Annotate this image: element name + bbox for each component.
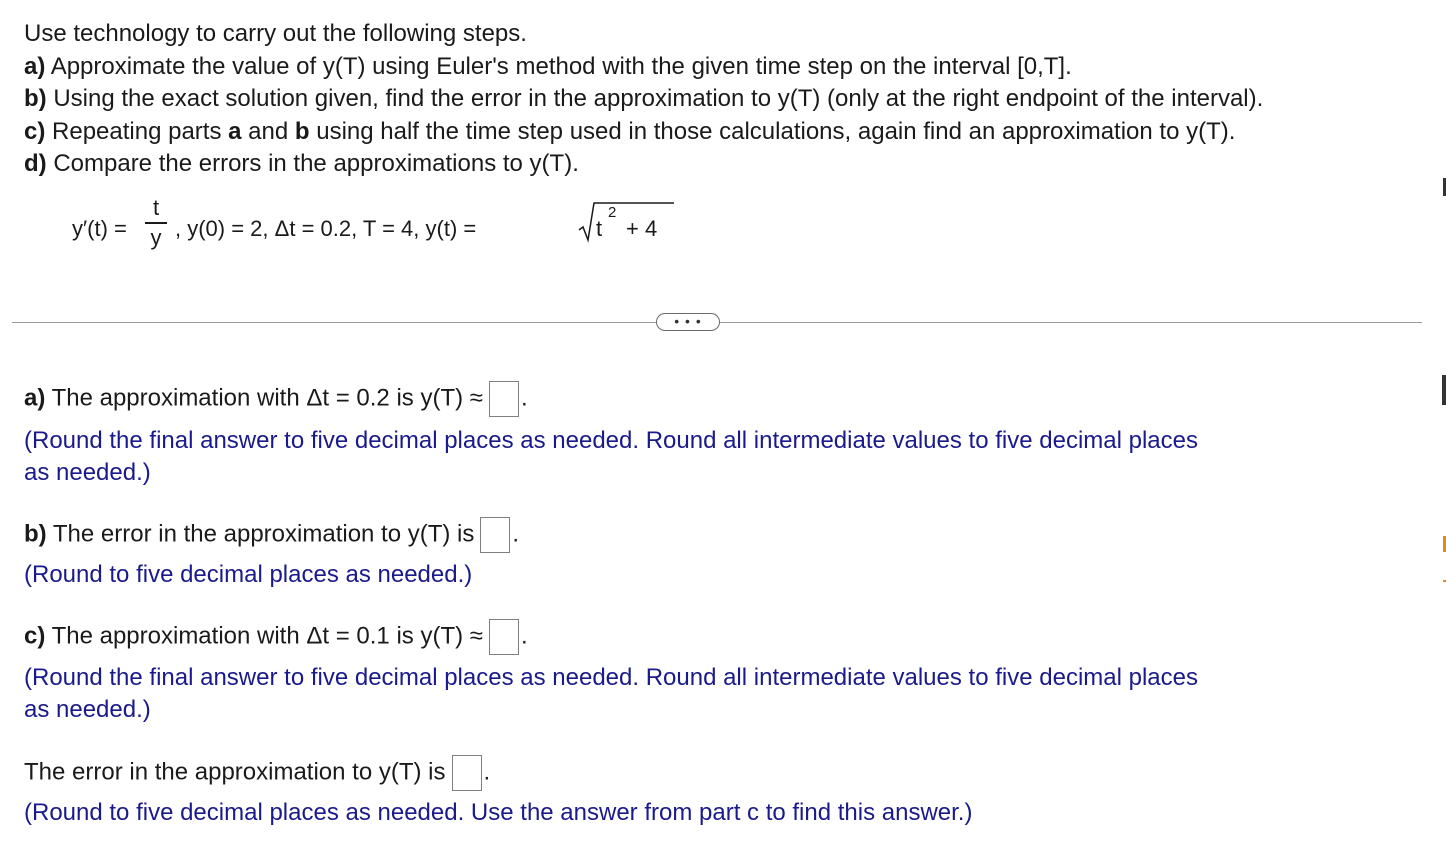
sqrt-tail: + 4: [626, 216, 658, 241]
answer-c-input[interactable]: [489, 619, 519, 655]
question-b-label: b): [24, 520, 47, 548]
question-c-error-text: The error in the approximation to y(T) is: [24, 758, 446, 786]
fraction-bar: [145, 222, 167, 224]
equation-lhs: y′(t) =: [72, 216, 127, 241]
more-options-button[interactable]: • • •: [656, 313, 720, 331]
hint-c: (Round the final answer to five decimal places as needed. Round all intermediate values to five decimal places as needed.): [24, 664, 1198, 723]
hint-c-error: (Round to five decimal places as needed. Use the answer from part c to find this answer.): [24, 799, 973, 826]
step-a: a) Approximate the value of y(T) using Euler's method with the given time step on the interval [0,T].: [24, 52, 1072, 80]
question-a-label: a): [24, 384, 46, 412]
step-b: b) Using the exact solution given, find the error in the approximation to y(T) (only at the right endpoint of the interval).: [24, 85, 1264, 112]
step-c: c) Repeating parts a and b using half the time step used in those calculations, again find an approximation to y(T).: [24, 117, 1236, 145]
equation-conditions: , y(0) = 2, Δt = 0.2, T = 4, y(t) =: [175, 216, 477, 241]
fraction-numerator: t: [152, 195, 160, 220]
question-b-text: The error in the approximation to y(T) is: [46, 520, 475, 548]
question-a-text: The approximation with Δt = 0.2 is y(T) ≈: [45, 384, 483, 412]
step-d: d) Compare the errors in the approximations to y(T).: [24, 150, 579, 177]
question-c: c) The approximation with Δt = 0.1 is y(T) ≈ .: [24, 619, 528, 655]
hint-a: (Round the final answer to five decimal places as needed. Round all intermediate values to five decimal places as needed.): [24, 427, 1198, 486]
fraction-denominator: y: [150, 224, 162, 250]
fraction-t-over-y: [145, 196, 167, 250]
question-c-label: c): [24, 622, 46, 650]
answer-a-input[interactable]: [489, 381, 519, 417]
sqrt-exponent: 2: [608, 204, 617, 221]
question-c-text: The approximation with Δt = 0.1 is y(T) ≈: [45, 622, 483, 650]
problem-instructions: [24, 18, 1263, 181]
question-b: b) The error in the approximation to y(T) is .: [24, 517, 519, 553]
answer-c-error-input[interactable]: [452, 755, 482, 791]
answer-b-input[interactable]: [480, 517, 510, 553]
question-c-error: The error in the approximation to y(T) is .: [24, 755, 490, 791]
edge-mark: [1442, 375, 1446, 405]
question-a: a) The approximation with Δt = 0.2 is y(T) ≈ .: [24, 381, 528, 417]
sqrt-base: t: [596, 216, 603, 241]
instructions-heading: Use technology to carry out the following steps.: [24, 20, 527, 47]
hint-b: (Round to five decimal places as needed.): [24, 561, 473, 588]
